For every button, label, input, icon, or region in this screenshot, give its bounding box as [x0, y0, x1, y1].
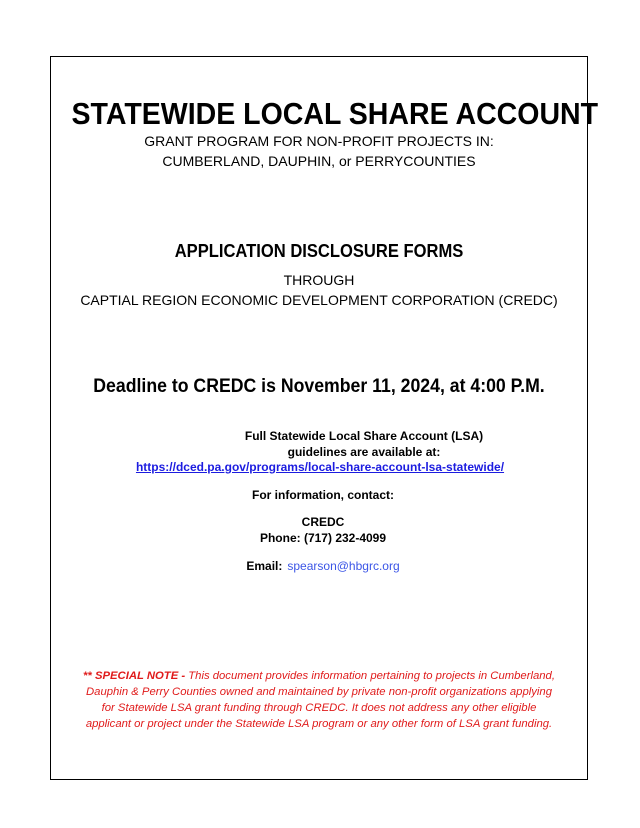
- subtitle-line-1: GRANT PROGRAM FOR NON-PROFIT PROJECTS IN:: [144, 133, 494, 149]
- subtitle-line-2: CUMBERLAND, DAUPHIN, or PERRYCOUNTIES: [162, 153, 476, 169]
- special-note-text: This document provides information pertaining to projects in Cumberland, Dauphin & Perry Counties owned and maintained by private non-profit organizations applying for Statewide LSA grant funding through CREDC. It does not address any other eligible applicant or project under the Statewide LSA program or any other form of LSA grant funding.: [85, 670, 555, 730]
- document-title: STATEWIDE LOCAL SHARE ACCOUNT: [71, 96, 599, 131]
- contact-name: CREDC: [301, 515, 345, 529]
- guidelines-line-2: guidelines are available at:: [287, 445, 441, 459]
- contact-phone: Phone: (717) 232-4099: [259, 531, 387, 545]
- special-note-label: ** SPECIAL NOTE -: [83, 670, 186, 682]
- special-note: [78, 668, 560, 732]
- through-label: THROUGH: [283, 272, 355, 288]
- email-row: [54, 558, 592, 574]
- deadline-statement: Deadline to CREDC is November 11, 2024, at 4:00 P.M.: [93, 376, 545, 397]
- organization-name: CAPTIAL REGION ECONOMIC DEVELOPMENT CORPORATION (CREDC): [80, 292, 558, 308]
- email-label: Email:: [246, 559, 283, 573]
- contact-heading: For information, contact:: [252, 488, 394, 502]
- email-link[interactable]: spearson@hbgrc.org: [287, 559, 400, 573]
- guidelines-line-1: Full Statewide Local Share Account (LSA): [244, 429, 484, 443]
- section-heading: APPLICATION DISCLOSURE FORMS: [174, 241, 464, 261]
- guidelines-link[interactable]: https://dced.pa.gov/programs/local-share-account-lsa-statewide/: [135, 460, 505, 474]
